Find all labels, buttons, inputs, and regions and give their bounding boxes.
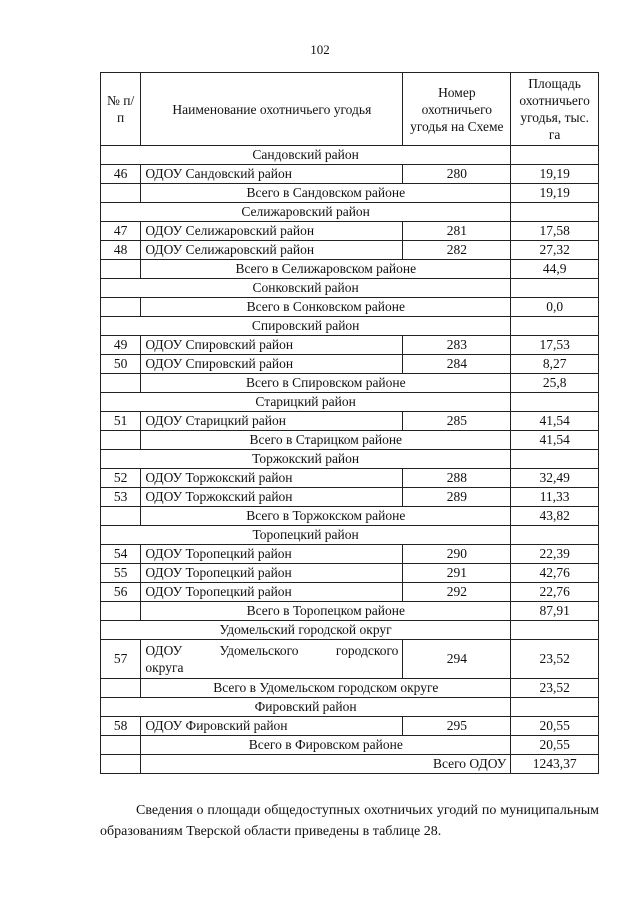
area-value: 32,49	[511, 469, 599, 488]
empty-cell	[511, 146, 599, 165]
ground-name-line2: округа	[145, 660, 184, 675]
total-label: Всего в Сандовском районе	[141, 184, 511, 203]
header-name: Наименование охотничьего угодья	[141, 73, 403, 146]
ground-name: ОДОУ Старицкий район	[141, 412, 403, 431]
row-number: 55	[101, 564, 141, 583]
table-row	[101, 545, 599, 564]
district-name: Фировский район	[101, 698, 511, 717]
total-area: 87,91	[511, 602, 599, 621]
empty-cell	[101, 431, 141, 450]
total-label: Всего в Спировском районе	[141, 374, 511, 393]
empty-cell	[101, 755, 141, 774]
scheme-number: 290	[403, 545, 511, 564]
area-value: 27,32	[511, 241, 599, 260]
row-number: 50	[101, 355, 141, 374]
district-header-row	[101, 203, 599, 222]
table-row	[101, 336, 599, 355]
district-total-row	[101, 374, 599, 393]
row-number: 48	[101, 241, 141, 260]
empty-cell	[511, 526, 599, 545]
total-area: 44,9	[511, 260, 599, 279]
district-total-row	[101, 184, 599, 203]
scheme-number: 281	[403, 222, 511, 241]
district-header-row	[101, 450, 599, 469]
ground-name: ОДОУ Фировский район	[141, 717, 403, 736]
table-row	[101, 717, 599, 736]
table-row	[101, 412, 599, 431]
ground-name-line1	[145, 642, 398, 659]
total-area: 20,55	[511, 736, 599, 755]
total-label: Всего в Сонковском районе	[141, 298, 511, 317]
scheme-number: 292	[403, 583, 511, 602]
district-header-row	[101, 621, 599, 640]
ground-name: ОДОУ Сандовский район	[141, 165, 403, 184]
total-area: 25,8	[511, 374, 599, 393]
total-label: Всего в Торопецком районе	[141, 602, 511, 621]
header-scheme: Номер охотничьего угодья на Схеме	[403, 73, 511, 146]
area-value: 17,53	[511, 336, 599, 355]
district-total-row	[101, 679, 599, 698]
row-number: 47	[101, 222, 141, 241]
table-row	[101, 222, 599, 241]
table-row	[101, 241, 599, 260]
scheme-number: 295	[403, 717, 511, 736]
grand-total-row	[101, 755, 599, 774]
district-total-row	[101, 736, 599, 755]
ground-name: ОДОУ Селижаровский район	[141, 241, 403, 260]
table-row	[101, 564, 599, 583]
name-word: Удомельского	[219, 643, 299, 658]
name-word: ОДОУ	[145, 643, 183, 658]
row-number: 52	[101, 469, 141, 488]
area-value: 41,54	[511, 412, 599, 431]
empty-cell	[101, 184, 141, 203]
district-name: Удомельский городской округ	[101, 621, 511, 640]
scheme-number: 284	[403, 355, 511, 374]
empty-cell	[101, 602, 141, 621]
empty-cell	[101, 507, 141, 526]
ground-name: ОДОУ Торопецкий район	[141, 545, 403, 564]
area-value: 17,58	[511, 222, 599, 241]
district-total-row	[101, 260, 599, 279]
district-name: Сонковский район	[101, 279, 511, 298]
row-number: 51	[101, 412, 141, 431]
ground-name: ОДОУ Спировский район	[141, 355, 403, 374]
row-number: 57	[101, 640, 141, 679]
table-row	[101, 583, 599, 602]
ground-name: ОДОУ Торопецкий район	[141, 583, 403, 602]
ground-name: ОДОУ Торжокский район	[141, 488, 403, 507]
empty-cell	[511, 698, 599, 717]
district-name: Торжокский район	[101, 450, 511, 469]
district-total-row	[101, 431, 599, 450]
row-number: 54	[101, 545, 141, 564]
total-label: Всего в Старицком районе	[141, 431, 511, 450]
scheme-number: 294	[403, 640, 511, 679]
district-name: Старицкий район	[101, 393, 511, 412]
district-name: Торопецкий район	[101, 526, 511, 545]
area-value: 20,55	[511, 717, 599, 736]
grand-total-area: 1243,37	[511, 755, 599, 774]
empty-cell	[101, 374, 141, 393]
closing-note: Сведения о площади общедоступных охотничьих угодий по муниципальным образованиям Тверской области приведены в таблице 28.	[100, 803, 599, 839]
empty-cell	[511, 621, 599, 640]
district-total-row	[101, 602, 599, 621]
total-area: 0,0	[511, 298, 599, 317]
total-area: 43,82	[511, 507, 599, 526]
district-total-row	[101, 298, 599, 317]
empty-cell	[101, 298, 141, 317]
name-word: городского	[335, 643, 399, 658]
table-row	[101, 488, 599, 507]
district-name: Спировский район	[101, 317, 511, 336]
header-num: № п/п	[101, 73, 141, 146]
empty-cell	[511, 450, 599, 469]
scheme-number: 289	[403, 488, 511, 507]
header-area: Площадь охотничьего угодья, тыс. га	[511, 73, 599, 146]
empty-cell	[511, 317, 599, 336]
area-value: 19,19	[511, 165, 599, 184]
area-value: 22,39	[511, 545, 599, 564]
ground-name: ОДОУ Торжокский район	[141, 469, 403, 488]
total-label: Всего в Удомельском городском округе	[141, 679, 511, 698]
district-name: Сандовский район	[101, 146, 511, 165]
total-area: 23,52	[511, 679, 599, 698]
table-row	[101, 640, 599, 679]
scheme-number: 285	[403, 412, 511, 431]
row-number: 53	[101, 488, 141, 507]
ground-name: ОДОУ Спировский район	[141, 336, 403, 355]
hunting-grounds-table	[100, 72, 599, 774]
district-header-row	[101, 526, 599, 545]
empty-cell	[511, 279, 599, 298]
ground-name: ОДОУ Селижаровский район	[141, 222, 403, 241]
area-value: 22,76	[511, 583, 599, 602]
row-number: 49	[101, 336, 141, 355]
total-label: Всего в Фировском районе	[141, 736, 511, 755]
row-number: 46	[101, 165, 141, 184]
total-area: 41,54	[511, 431, 599, 450]
scheme-number: 282	[403, 241, 511, 260]
district-total-row	[101, 507, 599, 526]
ground-name: ОДОУ Торопецкий район	[141, 564, 403, 583]
area-value: 11,33	[511, 488, 599, 507]
scheme-number: 283	[403, 336, 511, 355]
district-header-row	[101, 393, 599, 412]
total-label: Всего в Торжокском районе	[141, 507, 511, 526]
empty-cell	[101, 679, 141, 698]
district-name: Селижаровский район	[101, 203, 511, 222]
area-value: 8,27	[511, 355, 599, 374]
district-header-row	[101, 317, 599, 336]
district-header-row	[101, 146, 599, 165]
table-row	[101, 355, 599, 374]
table-header-row	[101, 73, 599, 146]
scheme-number: 280	[403, 165, 511, 184]
district-header-row	[101, 279, 599, 298]
grand-total-label: Всего ОДОУ	[141, 755, 511, 774]
area-value: 42,76	[511, 564, 599, 583]
row-number: 56	[101, 583, 141, 602]
district-header-row	[101, 698, 599, 717]
row-number: 58	[101, 717, 141, 736]
empty-cell	[101, 736, 141, 755]
empty-cell	[101, 260, 141, 279]
scheme-number: 291	[403, 564, 511, 583]
area-value: 23,52	[511, 640, 599, 679]
table-row	[101, 165, 599, 184]
total-area: 19,19	[511, 184, 599, 203]
empty-cell	[511, 203, 599, 222]
page-number: 102	[310, 42, 330, 57]
scheme-number: 288	[403, 469, 511, 488]
table-row	[101, 469, 599, 488]
table-body	[101, 146, 599, 774]
ground-name	[141, 640, 403, 679]
empty-cell	[511, 393, 599, 412]
total-label: Всего в Селижаровском районе	[141, 260, 511, 279]
